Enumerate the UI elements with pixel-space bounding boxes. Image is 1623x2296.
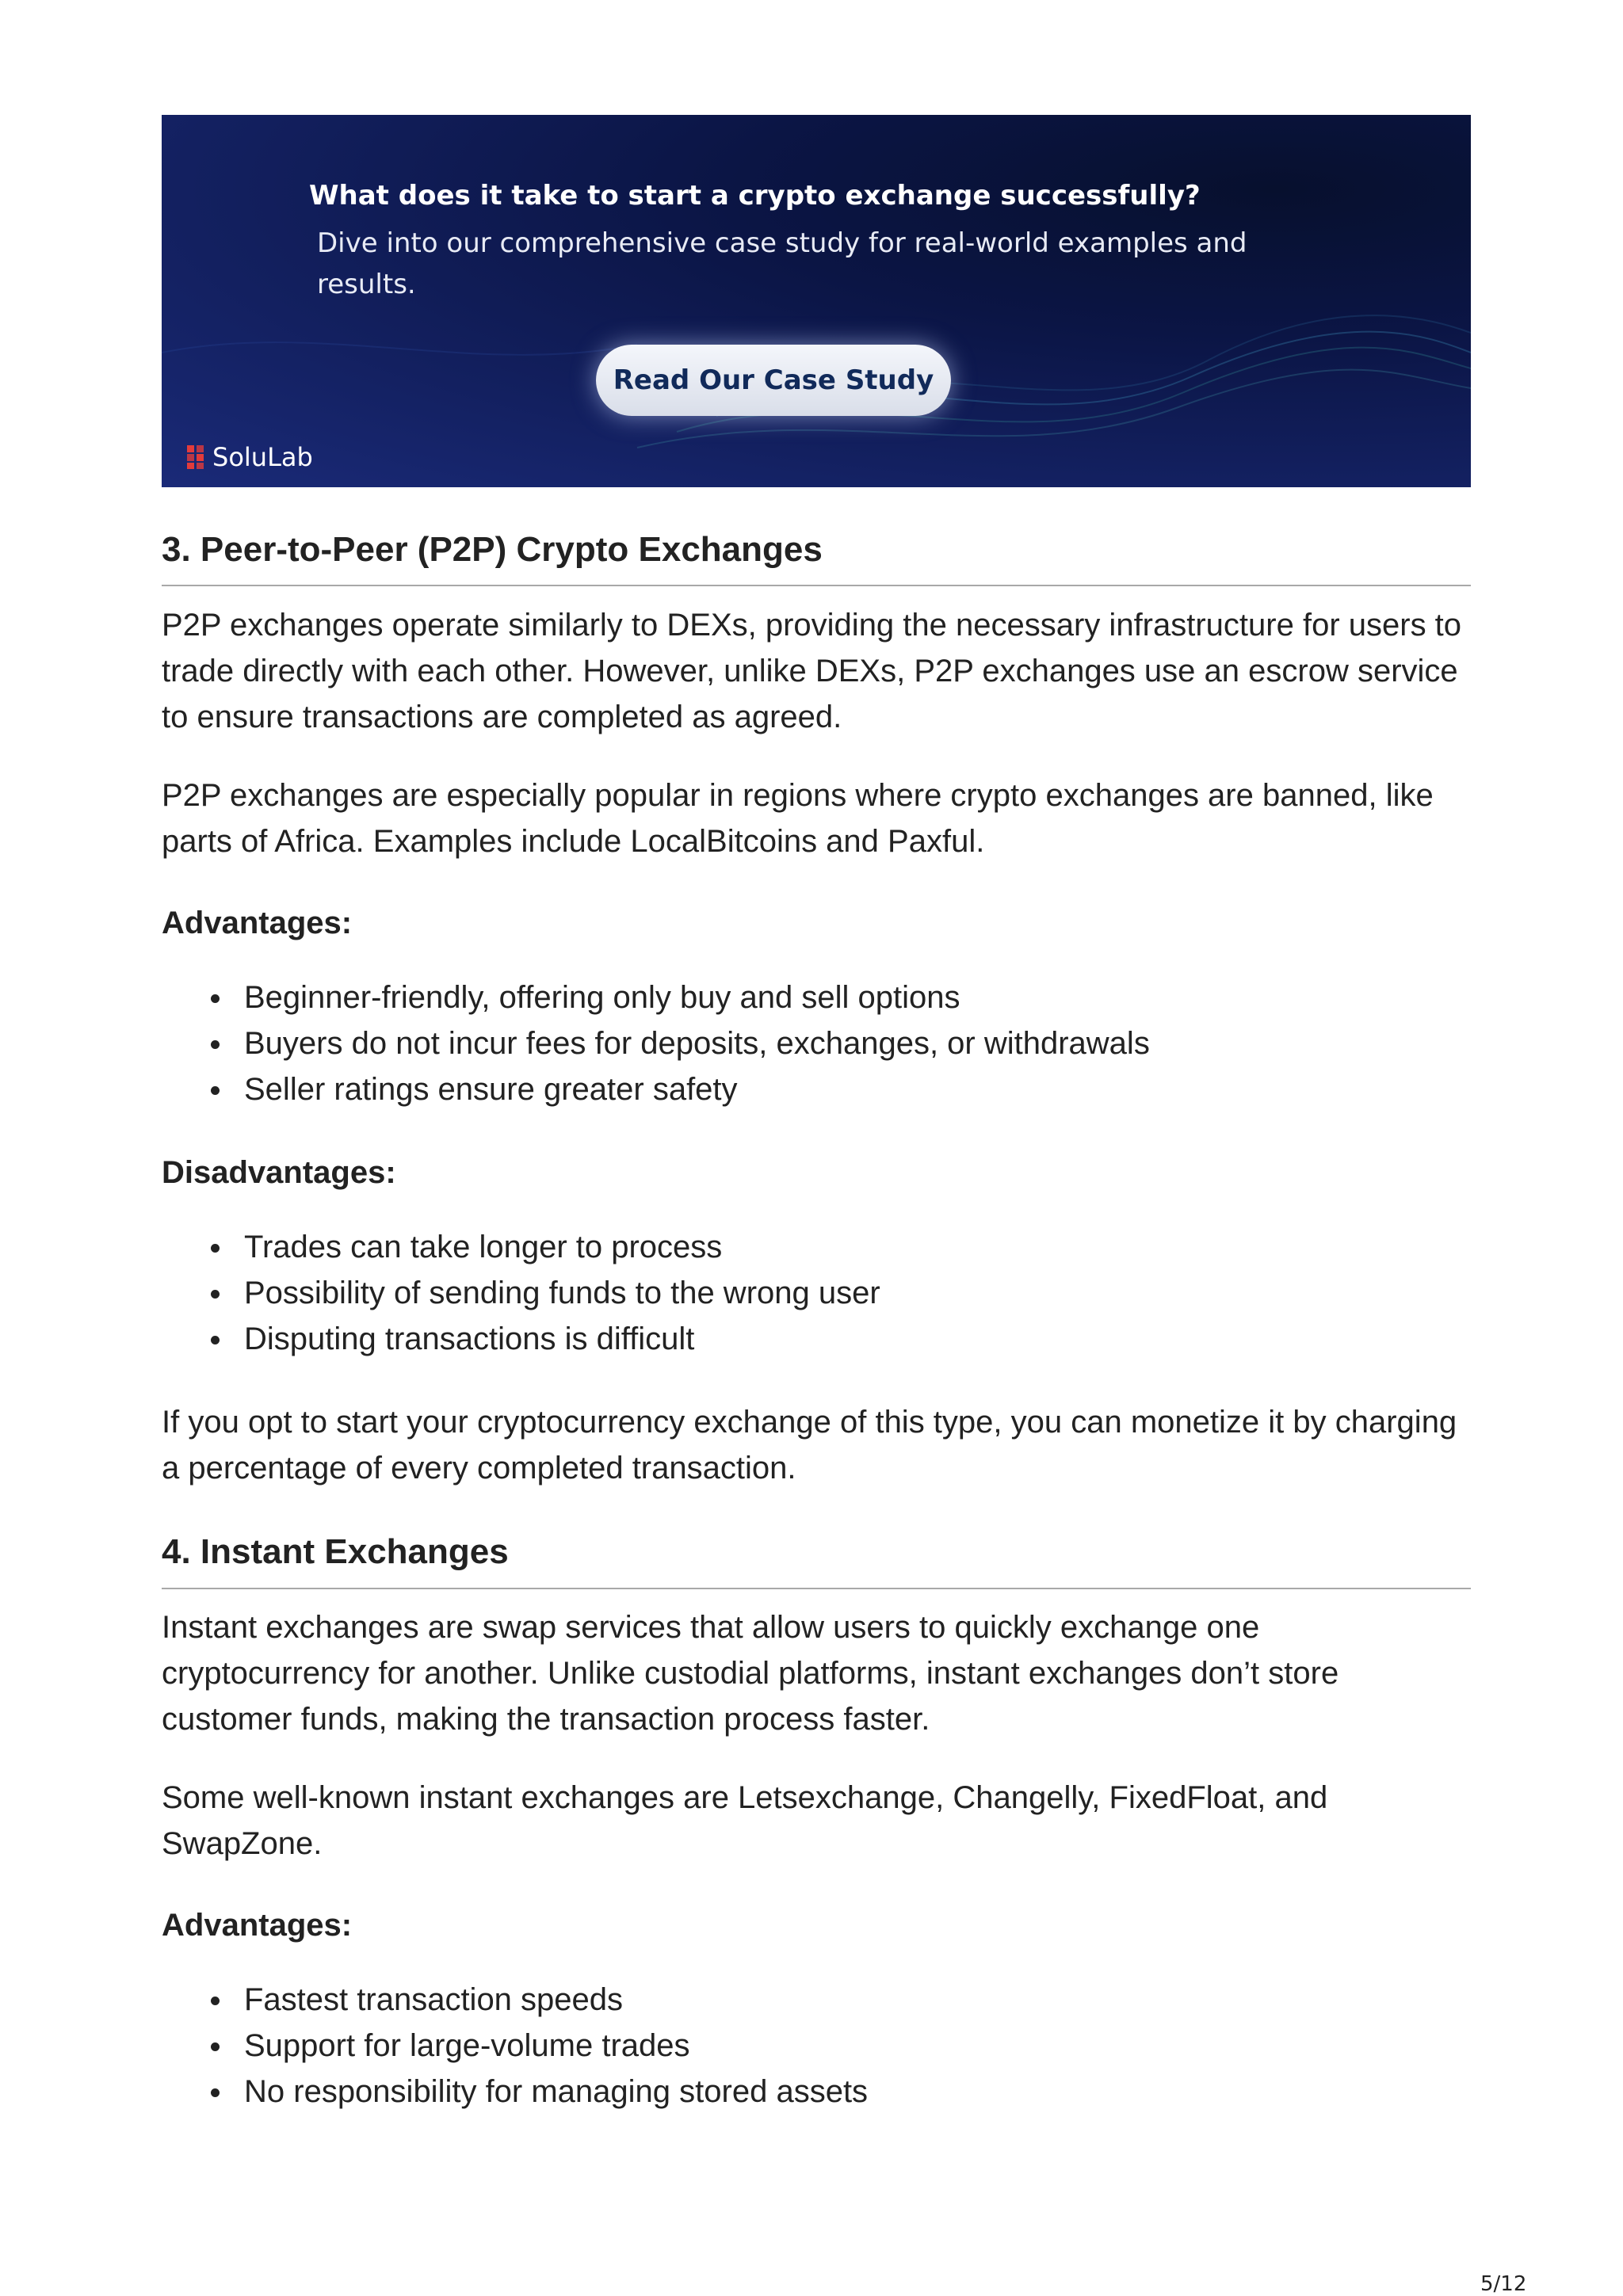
paragraph: P2P exchanges are especially popular in regions where crypto exchanges are banned, like parts of Africa. Examples include LocalBitcoins and Paxful. [162,778,1434,859]
list-item: Buyers do not incur fees for deposits, exchanges, or withdrawals [162,1020,1150,1066]
paragraph: P2P exchanges operate similarly to DEXs, providing the necessary infrastructure for users to trade directly with each other. However, unlike DEXs, P2P exchanges use an escrow service to ensure transactions are completed as agreed. [162,608,1462,734]
advantages-label: Advantages: [162,906,353,940]
advantages-list [162,1977,868,2115]
paragraph: If you opt to start your cryptocurrency exchange of this type, you can monetize it by charging a percentage of every completed transaction. [162,1405,1457,1486]
list-item: Trades can take longer to process [162,1224,880,1270]
list-item: Support for large-volume trades [162,2023,868,2069]
list-item: Fastest transaction speeds [162,1977,868,2023]
paragraph: Instant exchanges are swap services that allow users to quickly exchange one cryptocurrency for another. Unlike custodial platforms, instant exchanges don’t store customer funds, making the transaction process faster. [162,1610,1339,1737]
case-study-banner[interactable] [162,115,1471,487]
section-heading-p2p: 3. Peer-to-Peer (P2P) Crypto Exchanges [162,530,823,569]
paragraph: Some well-known instant exchanges are Letsexchange, Changelly, FixedFloat, and SwapZone. [162,1780,1328,1861]
list-item: Disputing transactions is difficult [162,1316,880,1362]
heading-divider [162,1588,1471,1589]
solulab-logo-icon [187,445,204,469]
heading-divider [162,585,1471,586]
banner-subtitle: Dive into our comprehensive case study for real-world examples and results. [317,227,1247,300]
advantages-list [162,974,1150,1112]
page-number: 5/12 [1480,2272,1527,2296]
section-heading-instant: 4. Instant Exchanges [162,1532,509,1571]
list-item: Beginner-friendly, offering only buy and sell options [162,974,1150,1020]
advantages-label: Advantages: [162,1908,353,1943]
disadvantages-label: Disadvantages: [162,1155,396,1190]
solulab-logo [187,441,313,473]
list-item: Seller ratings ensure greater safety [162,1066,1150,1112]
list-item: No responsibility for managing stored assets [162,2069,868,2115]
banner-title: What does it take to start a crypto exchange successfully? [309,180,1201,212]
disadvantages-list [162,1224,880,1362]
read-case-study-button[interactable]: Read Our Case Study [596,345,951,416]
list-item: Possibility of sending funds to the wrong user [162,1270,880,1316]
logo-text: SoluLab [212,442,313,472]
